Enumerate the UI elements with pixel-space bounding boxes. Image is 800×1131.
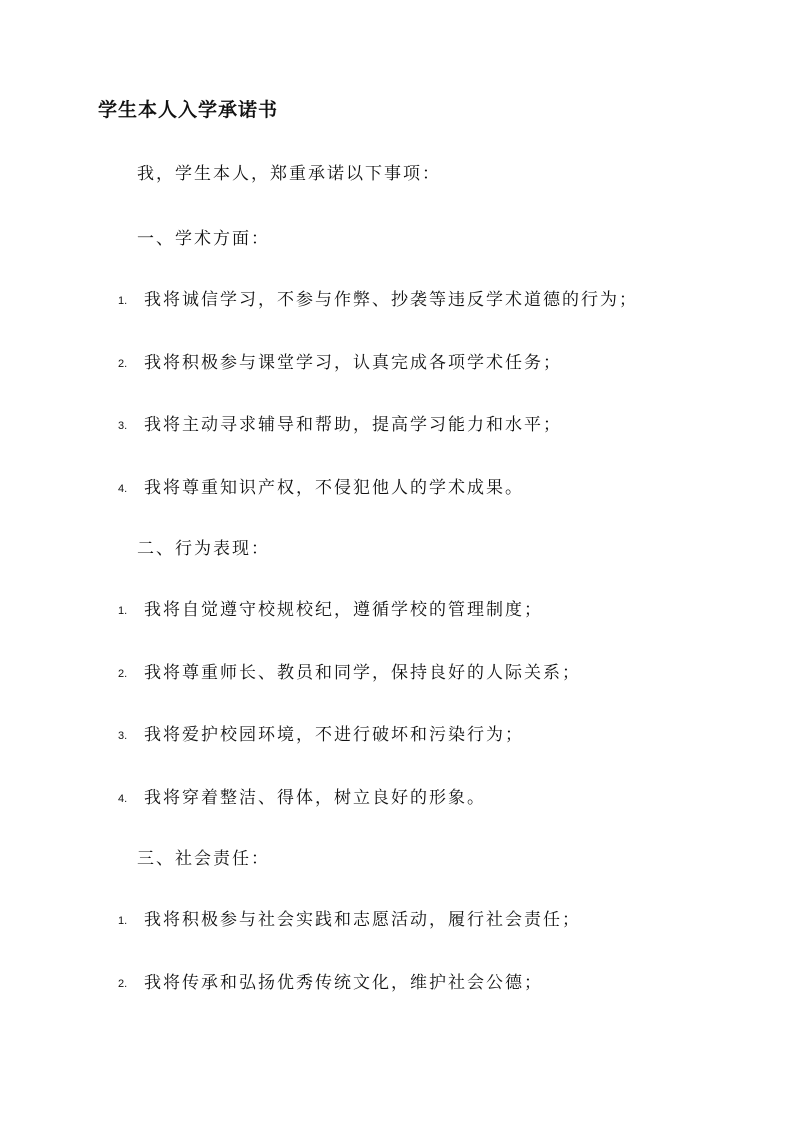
intro-paragraph: 我，学生本人，郑重承诺以下事项： <box>137 164 441 184</box>
list-item-number: 2. <box>118 668 128 680</box>
list-item <box>118 723 524 748</box>
list-item <box>118 288 638 313</box>
list-item-number: 3. <box>118 730 128 742</box>
list-item-text: 我将积极参与社会实践和志愿活动，履行社会责任； <box>144 910 581 930</box>
list-item <box>118 971 543 996</box>
document-title: 学生本人入学承诺书 <box>98 99 279 121</box>
list-item-number: 2. <box>118 978 128 990</box>
list-item <box>118 476 524 501</box>
list-item-number: 3. <box>118 420 128 432</box>
list-item-text: 我将传承和弘扬优秀传统文化，维护社会公德； <box>144 973 543 993</box>
section-heading-academic: 一、学术方面： <box>137 229 270 249</box>
list-item <box>118 908 581 933</box>
list-item-number: 4. <box>118 793 128 805</box>
list-item <box>118 598 543 623</box>
list-item-number: 1. <box>118 295 128 307</box>
list-item-number: 4. <box>118 483 128 495</box>
list-item <box>118 413 562 438</box>
list-item <box>118 786 486 811</box>
list-item-text: 我将爱护校园环境，不进行破坏和污染行为； <box>144 725 524 745</box>
section-heading-social: 三、社会责任： <box>137 849 270 869</box>
list-item-text: 我将穿着整洁、得体，树立良好的形象。 <box>144 788 486 808</box>
list-item-number: 1. <box>118 915 128 927</box>
list-item-text: 我将尊重师长、教员和同学，保持良好的人际关系； <box>144 663 581 683</box>
list-item-number: 1. <box>118 605 128 617</box>
list-item <box>118 661 581 686</box>
list-item-text: 我将自觉遵守校规校纪，遵循学校的管理制度； <box>144 600 543 620</box>
list-item-text: 我将主动寻求辅导和帮助，提高学习能力和水平； <box>144 415 562 435</box>
list-item <box>118 351 562 376</box>
list-item-text: 我将尊重知识产权，不侵犯他人的学术成果。 <box>144 478 524 498</box>
list-item-number: 2. <box>118 358 128 370</box>
section-heading-conduct: 二、行为表现： <box>137 539 270 559</box>
list-item-text: 我将积极参与课堂学习，认真完成各项学术任务； <box>144 353 562 373</box>
list-item-text: 我将诚信学习，不参与作弊、抄袭等违反学术道德的行为； <box>144 290 638 310</box>
